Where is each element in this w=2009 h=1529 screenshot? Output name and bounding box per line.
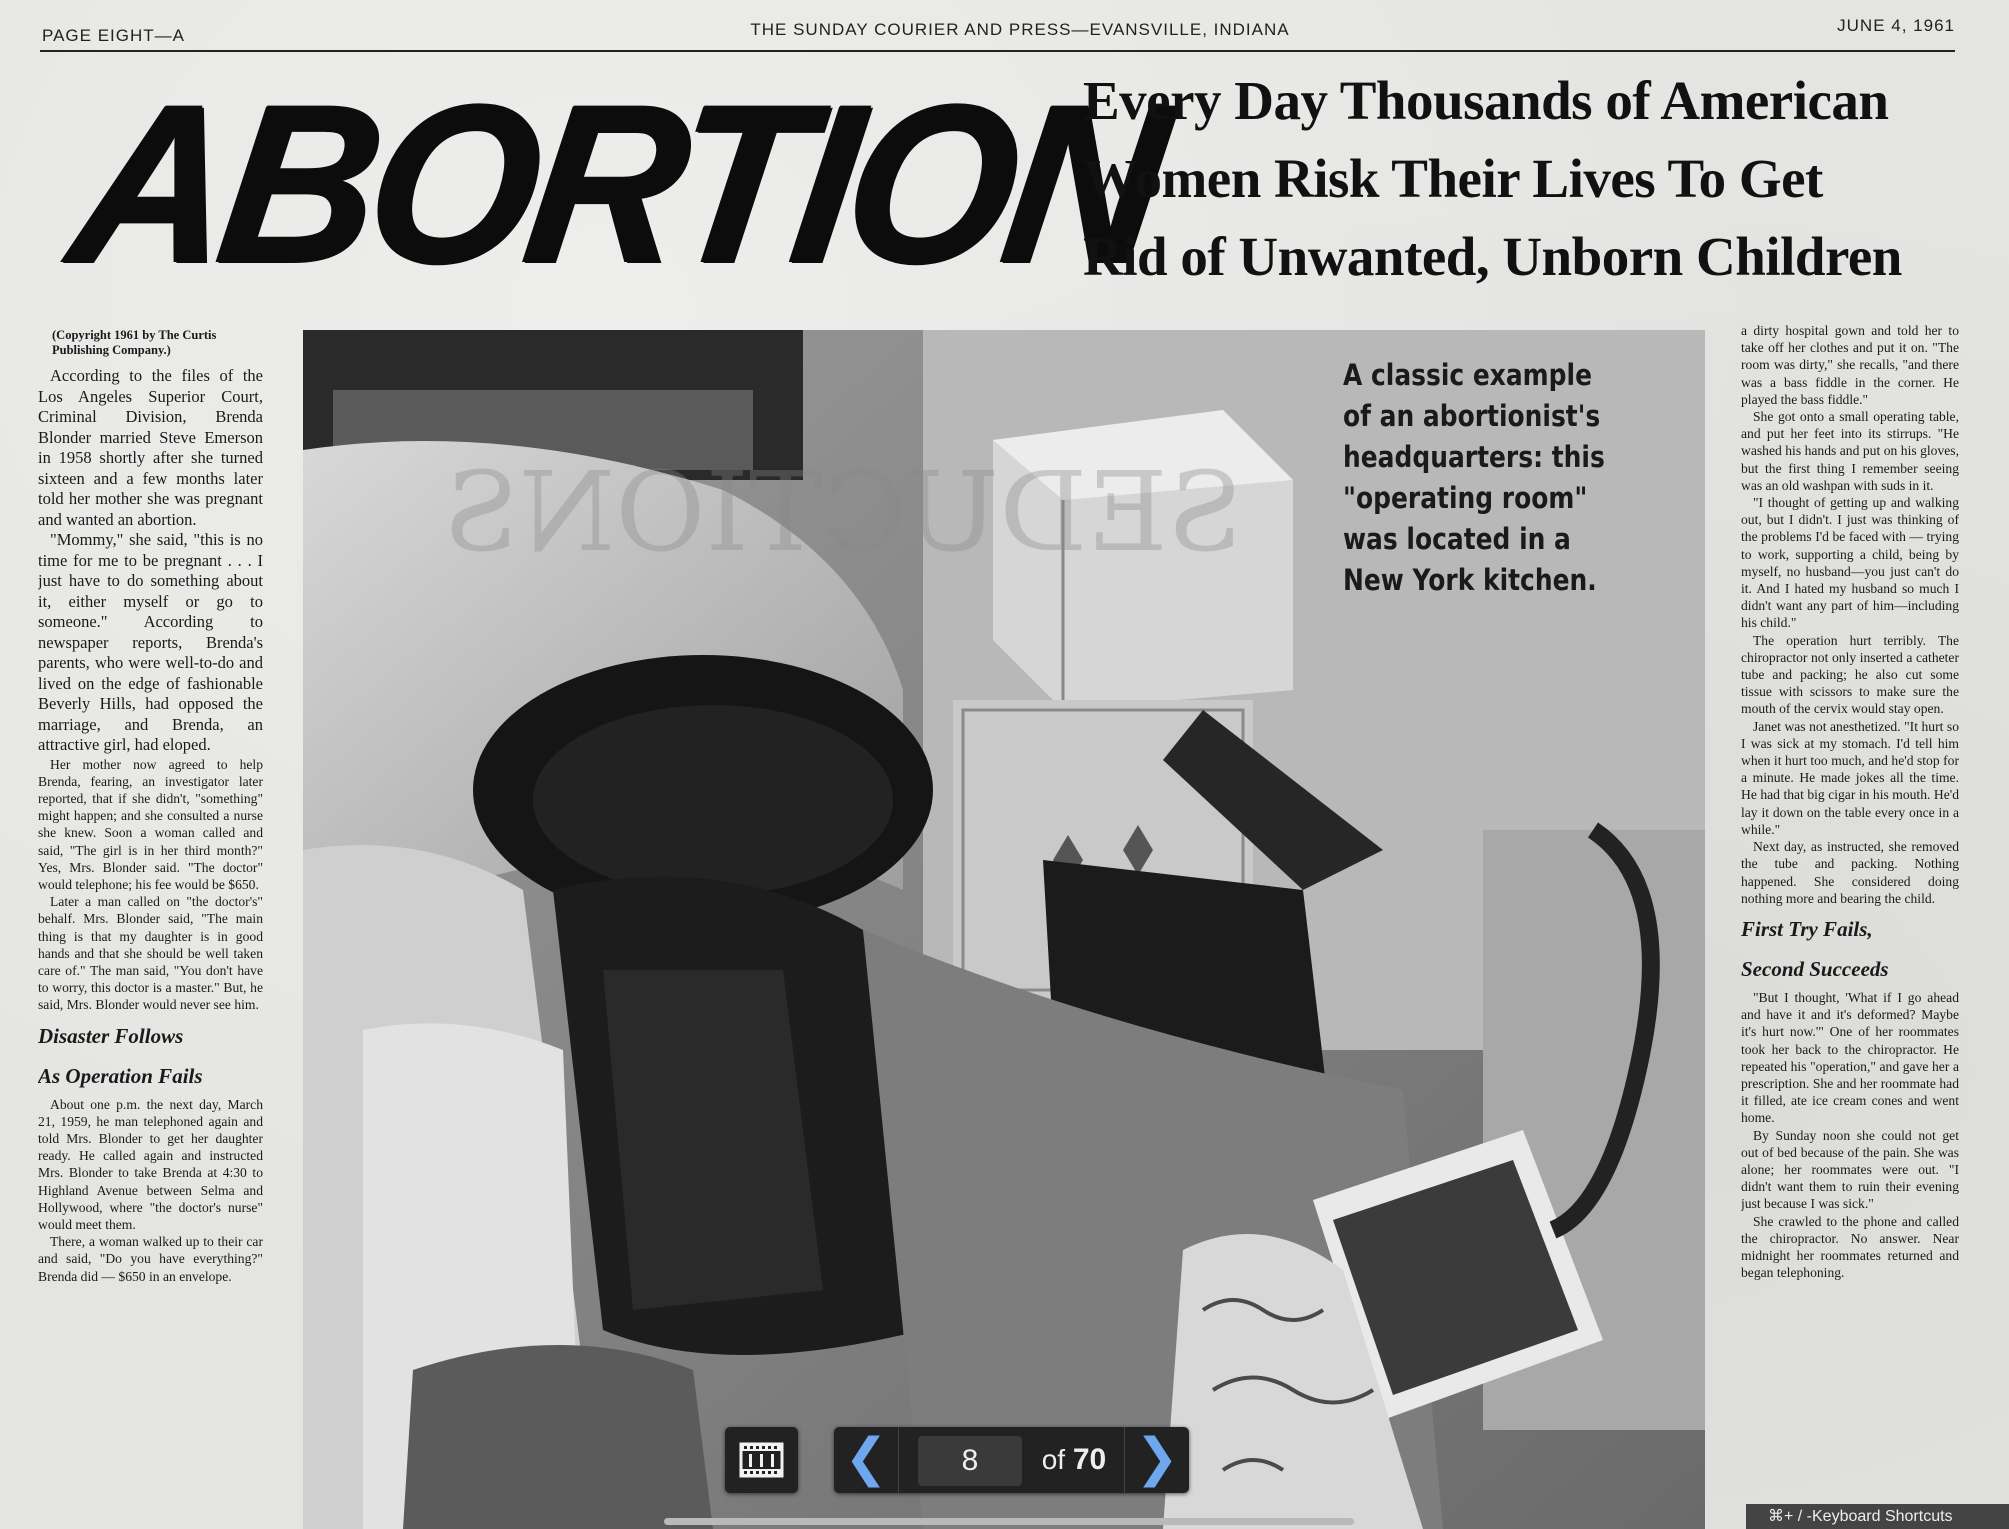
left-article-column <box>38 328 263 1528</box>
right-article-column <box>1741 322 1959 1529</box>
main-headline: ABORTION <box>58 56 1174 310</box>
subheadline-deck <box>1083 62 1963 296</box>
deck-line: Rid of Unwanted, Unborn Children <box>1083 226 1902 287</box>
article-paragraph: "I thought of getting up and walking out, but I didn't. I just was thinking of the problems I'd be faced with — trying to work, supporting a child, being by myself, no husband—you just can't do it. And I hated my husband so much I didn't want any part of him—including his child." <box>1741 495 1959 631</box>
article-paragraph: Next day, as instructed, she removed the tube and packing. Nothing happened. She considered doing nothing more and bearing the child. <box>1741 839 1959 906</box>
article-paragraph: There, a woman walked up to their car and said, "Do you have everything?" Brenda did — $650 in an envelope. <box>38 1234 263 1284</box>
deck-line: Women Risk Their Lives To Get <box>1083 148 1823 209</box>
article-paragraph: According to the files of the Los Angeles Superior Court, Criminal Division, Brenda Blonder married Steve Emerson in 1958 shortly after she turned sixteen and a few months later told her mother she was pregnant and wanted an abortion. <box>38 366 263 529</box>
article-paragraph: Her mother now agreed to help Brenda, fearing, an investigator later reported, that if she didn't, "something" might happen; and she consulted a nurse she knew. Soon a woman called and said, "The girl is in her third month?" Yes, Mrs. Blonder said. "The doctor" would telephone; his fee would be $650. <box>38 756 263 892</box>
keyboard-shortcuts-button[interactable]: ⌘+ / -Keyboard Shortcuts <box>1746 1504 2009 1529</box>
section-subhead: Second Succeeds <box>1741 956 1889 981</box>
svg-text:SEDUCTIONS: SEDUCTIONS <box>443 448 1243 576</box>
article-paragraph: "Mommy," she said, "this is no time for me to be pregnant . . . I just have to do something about it, either myself or go to someone." According to newspaper reports, Brenda's parents, who were well-to-do and lived on the edge of fashionable Beverly Hills, had opposed the marriage, and Brenda, an attractive girl, had eloped. <box>38 530 263 754</box>
page-navigator <box>834 1427 1189 1493</box>
article-paragraph: The operation hurt terribly. The chiropractor not only inserted a catheter tube and packing; he also cut some tissue with scissors to make sure the mouth of the cervix would stay open. <box>1741 632 1959 717</box>
chevron-left-icon: ❮ <box>844 1428 888 1488</box>
photo-caption: A classic example of an abortionist's headquarters: this "operating room" was located in a New York kitchen. <box>1343 358 1605 597</box>
section-subhead: First Try Fails, <box>1741 916 1873 941</box>
article-paragraph: Janet was not anesthetized. "It hurt so I was sick at my stomach. I'd tell him when it hurt too much, and he'd stop for a minute. He made jokes all the time. He had that big cigar in his mouth. He'd lay it down on the table every once in a while." <box>1741 718 1959 837</box>
page-number-input[interactable] <box>918 1436 1022 1486</box>
previous-page-button[interactable] <box>834 1427 899 1493</box>
filmstrip-icon <box>725 1427 798 1493</box>
total-pages: 70 <box>1072 1443 1107 1476</box>
article-photo <box>303 330 1705 1529</box>
section-subhead: As Operation Fails <box>38 1063 203 1088</box>
chevron-right-icon: ❯ <box>1135 1428 1179 1488</box>
newspaper-title: THE SUNDAY COURIER AND PRESS—EVANSVILLE, INDIANA <box>750 20 1290 39</box>
article-paragraph: She crawled to the phone and called the chiropractor. No answer. Near midnight her roommates returned and began telephoning. <box>1741 1213 1959 1281</box>
article-paragraph: "But I thought, 'What if I go ahead and have it and it's deformed? Maybe it's hurt now.'" One of her roommates took her back to the chiropractor. He repeated his "operation," and gave her a prescription. She and her roommate had it filled, ate ice cream cones and went home. <box>1741 989 1959 1126</box>
page-label: PAGE EIGHT—A <box>42 26 185 45</box>
of-text: of <box>1041 1444 1066 1475</box>
horizontal-scrollbar[interactable] <box>664 1518 1354 1525</box>
masthead <box>40 14 1955 52</box>
deck-line: Every Day Thousands of American <box>1083 70 1889 131</box>
article-paragraph: Later a man called on "the doctor's" behalf. Mrs. Blonder said, "The main thing is that my daughter is in good hands and that she should be well taken care of." The man said, "You don't have to worry, this doctor is a master." But, he said, Mrs. Blonder would never see him. <box>38 894 263 1013</box>
copyright-line: (Copyright 1961 by The Curtis Publishing Company.) <box>52 328 217 357</box>
issue-date: JUNE 4, 1961 <box>1837 16 1955 35</box>
page-count-label <box>1024 1427 1124 1493</box>
section-subhead: Disaster Follows <box>38 1023 184 1048</box>
article-paragraph: About one p.m. the next day, March 21, 1959, he man telephoned again and told Mrs. Blonder to get her daughter ready. He called again and instructed Mrs. Blonder to take Brenda at 4:30 to Highland Avenue between Selma and Hollywood, where "the doctor's nurse" would meet them. <box>38 1096 263 1232</box>
article-paragraph: a dirty hospital gown and told her to take off her clothes and put it on. "The room was dirty," she recalls, "and there was a bass fiddle in the corner. He played the bass fiddle." <box>1741 323 1959 407</box>
filmstrip-toggle-button[interactable] <box>725 1427 798 1493</box>
next-page-button[interactable] <box>1124 1427 1189 1493</box>
article-paragraph: By Sunday noon she could not get out of bed because of the pain. She was alone; her roommates were out. "I didn't want them to ruin their evening just because I was sick." <box>1741 1127 1959 1212</box>
article-paragraph: She got onto a small operating table, and put her feet into its stirrups. "He washed his hands and put on his gloves, but the first thing I remember seeing was an old washpan with suds in it. <box>1741 409 1959 493</box>
